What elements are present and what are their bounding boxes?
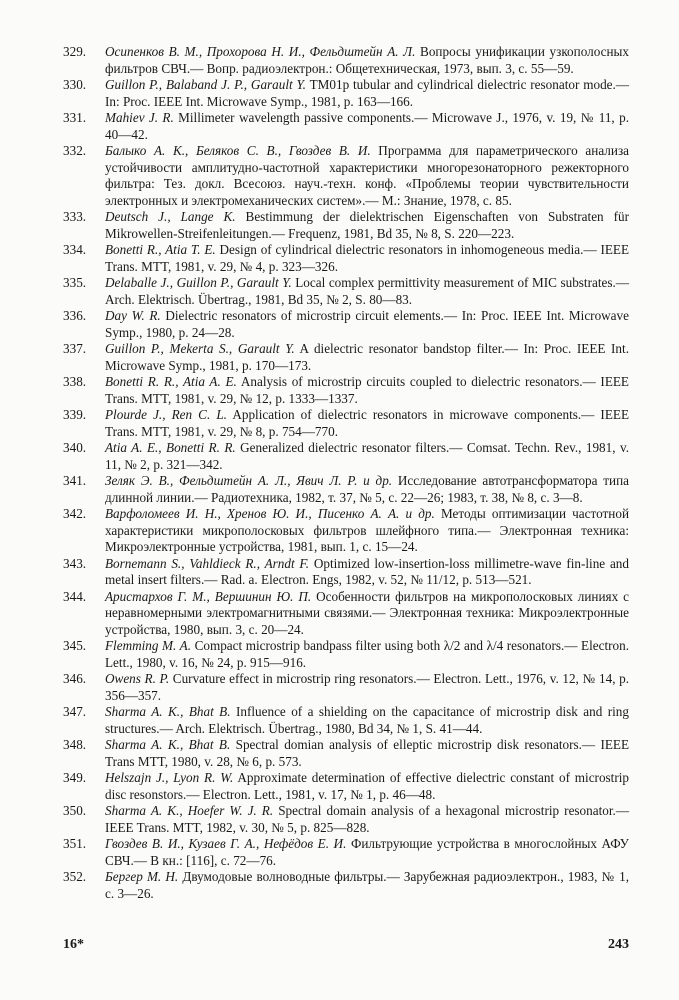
reference-number: 343. [63, 555, 87, 571]
reference-authors: Зеляк Э. В., Фельдштейн А. Л., Явич Л. Р. и др. [105, 473, 393, 488]
reference-text: Application of dielectric resonators in microwave components.— IEEE Trans. MTT, 1981, v. 29, № 8, p. 754—770. [105, 407, 629, 439]
reference-authors: Mahiev J. R. [105, 110, 174, 125]
reference-text: TM01p tubular and cylindrical dielectric resonator mode.— In: Proc. IEEE Int. Microwave Symp., 1981, p. 163—166. [105, 77, 629, 109]
reference-text: Analysis of microstrip circuits coupled to dielectric resonators.— IEEE Trans. MTT, 1981, v. 29, № 12, p. 1333—1337. [105, 374, 629, 406]
reference-text: Особенности фильтров на микрополосковых линиях с неравномерными электромагнитными связями.— Электронная техника: Микроэлектронные устройства, 1980, вып. 3, с. 20—24. [105, 588, 629, 637]
reference-entry [63, 671, 629, 704]
reference-entry [63, 770, 629, 803]
reference-text: Optimized low-insertion-loss millimetre-wave fin-line and metal insert filters.— Rad. a. Electron. Engs, 1982, v. 52, № 11/12, p. 513—521. [105, 555, 629, 587]
reference-authors: Варфоломеев И. Н., Хренов Ю. И., Писенко А. А. и др. [105, 506, 435, 521]
reference-entry [63, 440, 629, 473]
reference-text: Исследование автотрансформатора типа длинной линии.— Радиотехника, 1982, т. 37, № 5, с. 22—26; 1983, т. 38, № 8, с. 3—8. [105, 473, 630, 505]
reference-number: 348. [63, 737, 87, 752]
reference-entry [63, 110, 629, 143]
reference-entry [63, 275, 629, 308]
reference-number: 350. [63, 803, 87, 818]
reference-number: 347. [63, 704, 87, 719]
reference-entry [63, 473, 629, 506]
reference-authors: Sharma A. K., Bhat B. [105, 737, 231, 752]
reference-entry [63, 506, 629, 556]
reference-text: Local complex permittivity measurement of MIC substrates.— Arch. Elektrisch. Übertrag., 1981, Bd 35, № 2, S. 80—83. [105, 275, 629, 307]
reference-entry [63, 803, 629, 836]
reference-number: 332. [63, 143, 87, 158]
reference-list [63, 44, 629, 902]
reference-number: 346. [63, 671, 87, 686]
reference-entry [63, 407, 629, 440]
reference-number: 337. [63, 341, 87, 356]
reference-text: Вопросы унификации узкополосных фильтров СВЧ.— Вопр. радиоэлектрон.: Общетехническая, 1973, вып. 3, с. 55—59. [105, 44, 629, 76]
reference-text: Compact microstrip bandpass filter using both λ/2 and λ/4 resonators.— Electron. Lett., 1980, v. 16, № 24, p. 915—916. [105, 638, 629, 670]
reference-text: Generalized dielectric resonator filters.— Comsat. Techn. Rev., 1981, v. 11, № 2, p. 321—342. [105, 440, 629, 472]
reference-authors: Аристархов Г. М., Вершинин Ю. П. [105, 588, 312, 604]
reference-number: 334. [63, 242, 87, 257]
reference-authors: Sharma A. K., Hoefer W. J. R. [105, 803, 274, 818]
page-number: 243 [608, 937, 629, 952]
reference-authors: Delaballe J., Guillon P., Garault Y. [105, 275, 292, 290]
reference-number: 342. [63, 506, 87, 521]
reference-entry [63, 704, 629, 737]
reference-authors: Bornemann S., Vahldieck R., Arndt F. [105, 555, 310, 571]
reference-text: Программа для параметрического анализа устойчивости амплитудно-частотной характеристики многорезонаторного режекторного фильтра: Тез. докл. Всесоюз. науч.-техн. конф. «Проблемы теории чувствительности электронных и электромеханических систем».— М.: Знание, 1978, с. 85. [105, 143, 630, 208]
reference-text: Bestimmung der dielektrischen Eigenschaften von Substraten für Mikrowellen-Streifenleitungen.— Frequenz, 1981, Bd 35, № 8, S. 220—223. [105, 209, 629, 241]
signature-mark: 16* [63, 937, 84, 952]
reference-number: 338. [63, 374, 87, 389]
reference-text: Фильтрующие устройства в многослойных АФУ СВЧ.— В кн.: [116], с. 72—76. [105, 836, 630, 868]
reference-authors: Балыко А. К., Беляков С. В., Гвоздев В. И. [105, 143, 371, 158]
reference-text: Approximate determination of effective dielectric constant of microstrip disc resonstors.— Electron. Lett., 1981, v. 17, № 1, p. 46—48. [105, 770, 629, 802]
reference-authors: Atia A. E., Bonetti R. R. [105, 440, 236, 455]
reference-authors: Plourde J., Ren C. L. [105, 407, 227, 422]
reference-entry [63, 77, 629, 110]
reference-number: 344. [63, 588, 87, 604]
reference-number: 340. [63, 440, 87, 455]
reference-number: 339. [63, 407, 87, 422]
reference-text: Millimeter wavelength passive components.— Microwave J., 1976, v. 19, № 11, p. 40—42. [105, 110, 629, 142]
reference-number: 333. [63, 209, 87, 224]
reference-number: 349. [63, 770, 87, 785]
reference-entry [63, 836, 629, 869]
reference-entry [63, 589, 629, 639]
reference-entry [63, 341, 629, 374]
reference-authors: Flemming M. A. [105, 638, 191, 653]
reference-authors: Deutsch J., Lange K. [105, 209, 236, 224]
reference-authors: Bonetti R. R., Atia A. E. [105, 374, 237, 389]
reference-entry [63, 44, 629, 77]
reference-authors: Гвоздев В. И., Кузаев Г. А., Нефёдов Е. И. [105, 836, 347, 851]
reference-text: Dielectric resonators of microstrip circuit elements.— In: Proc. IEEE Int. Microwave Symp., 1980, p. 24—28. [105, 308, 629, 340]
reference-authors: Sharma A. K., Bhat B. [105, 704, 231, 719]
reference-entry [63, 869, 629, 902]
reference-text: Spectral domain analysis of a hexagonal microstrip resonator.— IEEE Trans. MTT, 1982, v. 30, № 5, p. 825—828. [105, 803, 630, 835]
reference-entry [63, 556, 629, 589]
reference-text: Двумодовые волноводные фильтры.— Зарубежная радиоэлектрон., 1983, № 1, с. 3—26. [105, 869, 629, 901]
reference-authors: Бергер М. Н. [105, 869, 179, 884]
reference-text: Influence of a shielding on the capacitance of microstrip disk and ring structures.— Arch. Elektrisch. Übertrag., 1980, Bd 34, № 1, S. 41—44. [105, 704, 629, 736]
reference-number: 336. [63, 308, 87, 323]
reference-number: 341. [63, 473, 87, 488]
reference-number: 329. [63, 44, 87, 59]
reference-entry [63, 374, 629, 407]
reference-entry [63, 143, 629, 209]
reference-entry [63, 308, 629, 341]
reference-entry [63, 638, 629, 671]
reference-text: Spectral domian analysis of elleptic microstrip disk resonators.— IEEE Trans MTT, 1980, v. 28, № 6, p. 573. [105, 737, 630, 769]
reference-number: 352. [63, 869, 87, 884]
reference-number: 330. [63, 77, 87, 92]
reference-authors: Helszajn J., Lyon R. W. [105, 770, 234, 785]
reference-authors: Осипенков В. М., Прохорова Н. И., Фельдштейн А. Л. [105, 44, 416, 59]
reference-number: 345. [63, 638, 87, 653]
reference-authors: Bonetti R., Atia T. E. [105, 242, 216, 257]
reference-number: 335. [63, 275, 87, 290]
reference-entry [63, 242, 629, 275]
reference-entry [63, 209, 629, 242]
reference-text: A dielectric resonator bandstop filter.— In: Proc. IEEE Int. Microwave Symp., 1981, p. 170—173. [105, 341, 629, 373]
reference-text: Design of cylindrical dielectric resonators in inhomogeneous media.— IEEE Trans. MTT, 1981, v. 29, № 4, p. 323—326. [105, 242, 630, 274]
reference-text: Методы оптимизации частотной характеристики микрополосковых фильтров шлейфного типа.— Электронная техника: Микроэлектронные устройства, 1981, вып. 1, с. 15—24. [105, 506, 629, 554]
reference-number: 331. [63, 110, 87, 125]
reference-authors: Guillon P., Balaband J. P., Garault Y. [105, 77, 306, 92]
reference-number: 351. [63, 836, 87, 851]
reference-authors: Owens R. P. [105, 671, 170, 686]
reference-authors: Day W. R. [105, 308, 161, 323]
reference-text: Curvature effect in microstrip ring resonators.— Electron. Lett., 1976, v. 12, № 14, p. 356—357. [105, 671, 630, 703]
reference-entry [63, 737, 629, 770]
reference-authors: Guillon P., Mekerta S., Garault Y. [105, 341, 295, 356]
